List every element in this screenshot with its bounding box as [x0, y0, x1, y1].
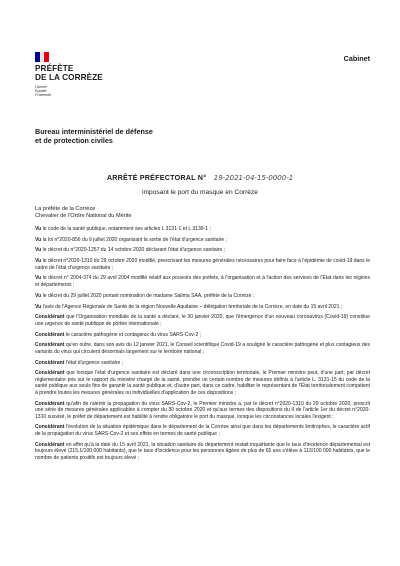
paragraph-lead: Vu — [35, 236, 42, 243]
body-paragraph — [35, 401, 370, 421]
paragraph-text: l'avis de l'Agence Régionale de Santé de la région Nouvelle Aquitaine – délégation territoriale de la Corrèze, en date du 15 avril 2021 ; — [42, 303, 343, 310]
paragraph-lead: Vu — [35, 258, 42, 265]
paragraph-text: en effet qu'à la date du 15 avril 2021, la situation sanitaire du département restait inquiétante que le taux d'incidence départemental est toujours élevé (215,1/100 000 habitants), que le taux d'incidence pour les personnes âgées de plus de 65 ans s'élève à 113/100 000 habitants, que le nombre de patients positifs est toujours élevé ; — [35, 441, 370, 461]
paragraph-text: le décret n° 2004-374 du 29 avril 2004 modifié relatif aux pouvoirs des préfets, à l'organisation et à l'action des services de l'État dans les régions et départements ; — [35, 275, 371, 289]
republic-motto — [35, 85, 105, 98]
prefecture-logo — [35, 52, 105, 98]
motto-fraternite: Fraternité — [35, 93, 52, 98]
arrete-number: 19-2021-04-15-0000-1 — [213, 174, 294, 182]
body-paragraph — [35, 342, 370, 355]
bureau-line1: Bureau interministériel de défense — [35, 127, 153, 136]
bureau-line2: et de protection civiles — [35, 136, 113, 145]
paragraph-text: le décret du n°2020-1257 du 14 octobre 2020 déclarant l'état d'urgence sanitaire ; — [42, 247, 226, 254]
body-paragraph — [35, 360, 370, 367]
paragraph-lead: Considérant — [35, 400, 65, 407]
paragraph-lead: Considérant — [35, 331, 65, 338]
bureau-heading — [35, 127, 235, 145]
paragraph-text: que lorsque l'état d'urgence sanitaire est déclaré dans une circonscription territoriale, le Premier ministre peut, d'une part, par décret réglementaire pris sur le rapport du ministre chargé de la santé, prendre un certain nombre de mesures définis à l'article L. 3131-15 du code de la santé publique aux seuls fins de garantir la santé publique et, d'autre part, dans ce cadre, habiliter le représentant de l'État territorialement compétent à prendre toutes les mesures générales ou individuelles d'application de ces dispositions ; — [35, 370, 370, 396]
body-paragraph — [35, 314, 370, 327]
motto-egalite: Égalité — [35, 89, 47, 93]
paragraph-lead: Considérant — [35, 359, 65, 366]
body-paragraph — [35, 237, 370, 244]
paragraph-text: le décret du 29 juillet 2020 portant nomination de madame Salima SAA, préfète de la Corrèze ; — [42, 292, 255, 299]
paragraph-lead: Vu — [35, 303, 42, 310]
body-paragraph — [35, 258, 370, 271]
paragraph-text: le caractère pathogène et contagieux du virus SARS-Cov-2 ; — [65, 331, 202, 338]
paragraph-text: que l'Organisation mondiale de la santé a déclaré, le 30 janvier 2020, que l'émergence d'un nouveau coronavirus (Covid-19) constitue une urgence de santé publique de portée internationale ; — [35, 314, 370, 327]
body-paragraph — [35, 226, 370, 233]
paragraph-lead: Considérant — [35, 441, 65, 448]
cabinet-label: Cabinet — [343, 54, 370, 63]
body-paragraph — [35, 442, 370, 462]
paragraph-lead: Considérant — [35, 342, 65, 349]
arrete-title: ARRÊTÉ PRÉFECTORAL N° — [106, 173, 207, 182]
motto-liberte: Liberté — [35, 84, 47, 89]
document-body — [35, 226, 370, 466]
arrete-subtitle: imposant le port du masque en Corrèze — [142, 189, 258, 196]
paragraph-text: qu'afin de ralentir la propagation du virus SARS-Cov-2, le Premier ministre a, par le décret n°2020-1310 du 29 octobre 2020, prescrit une série de mesures générales applicables à compter du 30 octobre 2020 et qu'aux termes des dispositions du II de l'article 1er du décret n°2020-1310 susvisé, le préfet de département est habilité à rendre obligatoire le port du masque, lorsque les circonstances locales l'exigent ; — [35, 400, 370, 420]
body-paragraph — [35, 275, 370, 288]
paragraph-text: la loi n°2020-856 du 9 juillet 2020 organisant la sortie de l'état d'urgence sanitaire ; — [42, 236, 228, 243]
signer-block — [35, 206, 132, 220]
signer-line2: Chevalier de l'Ordre National du Mérite — [35, 213, 132, 220]
paragraph-text: le décret n°2020-1310 du 29 octobre 2020 modifié, prescrivant les mesures générales nécessaires pour faire face à l'épidémie de covid-19 dans le cadre de l'état d'urgence sanitaire ; — [35, 258, 370, 271]
body-paragraph — [35, 304, 370, 311]
marianne-flag-icon — [35, 52, 49, 62]
prefecture-name-line2: DE LA CORRÈZE — [35, 72, 103, 82]
paragraph-text: qu'en outre, dans son avis du 12 janvier 2021, le Conseil scientifique Covid-19 a souligné le caractère pathogène et plus contagieux des variants du virus qui circulent désormais largement sur le territoire national ; — [35, 342, 370, 355]
body-paragraph — [35, 247, 370, 254]
paragraph-text: l'état d'urgence sanitaire ; — [65, 359, 124, 366]
paragraph-lead: Considérant — [35, 370, 65, 377]
paragraph-text: le code de la santé publique, notamment ses articles L 3131-1 et L 3136-1 ; — [42, 226, 211, 232]
paragraph-text: l'évolution de la situation épidémique dans le département de la Corrèze ainsi que dans les départements limitrophes, le caractère actif de la propagation du virus SARS-Cov-2 et ses effets en termes de santé publique ; — [35, 424, 370, 438]
body-paragraph — [35, 370, 370, 396]
prefecture-name-line1: PRÉFÈTE — [35, 64, 74, 73]
paragraph-lead: Considérant — [35, 424, 65, 431]
paragraph-lead: Vu — [35, 275, 42, 282]
paragraph-lead: Vu — [35, 292, 42, 299]
body-paragraph — [35, 293, 370, 300]
signer-line1: La préfète de la Corrèze — [35, 206, 96, 212]
body-paragraph — [35, 424, 370, 437]
paragraph-lead: Considérant — [35, 314, 65, 321]
paragraph-lead: Vu — [35, 247, 42, 254]
paragraph-lead: Vu — [35, 226, 42, 232]
arrete-heading — [0, 167, 400, 196]
body-paragraph — [35, 332, 370, 339]
